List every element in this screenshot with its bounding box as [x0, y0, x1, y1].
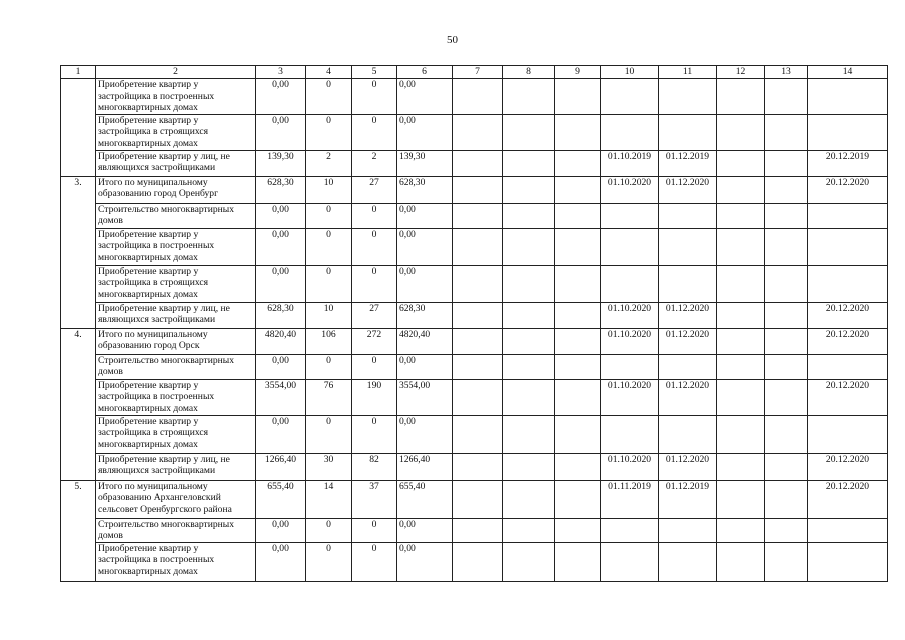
- column-header: 4: [306, 66, 352, 79]
- cell-col-5: 0: [352, 518, 397, 542]
- cell-col-9: [555, 228, 601, 265]
- row-name-cell: Приобретение квартир у застройщика в построенных многоквартирных домах: [96, 228, 256, 265]
- cell-col-4: 0: [306, 518, 352, 542]
- cell-col-3: 3554,00: [256, 379, 306, 415]
- cell-col-5: 0: [352, 228, 397, 265]
- cell-col-11: 01.12.2020: [659, 302, 717, 328]
- column-header: 10: [601, 66, 659, 79]
- cell-col-5: 272: [352, 328, 397, 354]
- cell-col-5: 82: [352, 453, 397, 480]
- cell-col-9: [555, 203, 601, 228]
- cell-col-7: [453, 480, 503, 518]
- row-name-cell: Приобретение квартир у застройщика в строящихся многоквартирных домах: [96, 415, 256, 453]
- cell-col-7: [453, 176, 503, 203]
- table-row: [61, 150, 888, 176]
- cell-col-12: [717, 203, 765, 228]
- cell-col-9: [555, 542, 601, 581]
- cell-col-7: [453, 228, 503, 265]
- cell-col-13: [765, 480, 808, 518]
- cell-col-4: 0: [306, 265, 352, 302]
- cell-col-12: [717, 379, 765, 415]
- cell-col-8: [503, 354, 555, 379]
- column-header: 7: [453, 66, 503, 79]
- cell-col-9: [555, 453, 601, 480]
- cell-col-12: [717, 480, 765, 518]
- cell-col-10: [601, 518, 659, 542]
- cell-col-4: 76: [306, 379, 352, 415]
- cell-col-6: 0,00: [397, 203, 453, 228]
- cell-col-14: [808, 79, 888, 115]
- cell-col-11: 01.12.2020: [659, 379, 717, 415]
- cell-col-7: [453, 453, 503, 480]
- cell-col-11: [659, 542, 717, 581]
- cell-col-11: 01.12.2019: [659, 150, 717, 176]
- cell-col-5: 0: [352, 114, 397, 150]
- cell-col-12: [717, 176, 765, 203]
- table-row: [61, 228, 888, 265]
- cell-col-10: 01.10.2020: [601, 379, 659, 415]
- cell-col-6: 139,30: [397, 150, 453, 176]
- cell-col-8: [503, 328, 555, 354]
- cell-col-8: [503, 480, 555, 518]
- cell-col-14: 20.12.2019: [808, 150, 888, 176]
- cell-col-8: [503, 302, 555, 328]
- cell-col-14: 20.12.2020: [808, 302, 888, 328]
- cell-col-13: [765, 176, 808, 203]
- cell-col-6: 0,00: [397, 228, 453, 265]
- cell-col-7: [453, 265, 503, 302]
- table-row: [61, 453, 888, 480]
- cell-col-13: [765, 228, 808, 265]
- cell-col-9: [555, 79, 601, 115]
- cell-col-4: 2: [306, 150, 352, 176]
- cell-col-10: [601, 265, 659, 302]
- cell-col-10: 01.10.2020: [601, 328, 659, 354]
- cell-col-3: 0,00: [256, 415, 306, 453]
- cell-col-10: [601, 415, 659, 453]
- table-row: [61, 265, 888, 302]
- cell-col-3: 628,30: [256, 302, 306, 328]
- cell-col-4: 0: [306, 79, 352, 115]
- cell-col-14: [808, 265, 888, 302]
- cell-col-6: 655,40: [397, 480, 453, 518]
- cell-col-4: 0: [306, 542, 352, 581]
- cell-col-8: [503, 114, 555, 150]
- cell-col-8: [503, 203, 555, 228]
- row-name-cell: Итого по муниципальному образованию город Орск: [96, 328, 256, 354]
- cell-col-6: 0,00: [397, 79, 453, 115]
- table-row: [61, 379, 888, 415]
- cell-col-9: [555, 114, 601, 150]
- cell-col-13: [765, 302, 808, 328]
- cell-col-12: [717, 328, 765, 354]
- row-number-cell: 5.: [61, 480, 96, 581]
- cell-col-11: 01.12.2020: [659, 176, 717, 203]
- cell-col-7: [453, 518, 503, 542]
- cell-col-14: [808, 518, 888, 542]
- cell-col-10: 01.10.2020: [601, 453, 659, 480]
- cell-col-7: [453, 379, 503, 415]
- cell-col-7: [453, 415, 503, 453]
- table-row: [61, 328, 888, 354]
- cell-col-5: 0: [352, 203, 397, 228]
- cell-col-6: 628,30: [397, 176, 453, 203]
- row-name-cell: Приобретение квартир у застройщика в построенных многоквартирных домах: [96, 79, 256, 115]
- cell-col-12: [717, 79, 765, 115]
- cell-col-12: [717, 265, 765, 302]
- cell-col-11: [659, 228, 717, 265]
- cell-col-5: 0: [352, 265, 397, 302]
- cell-col-10: 01.10.2020: [601, 176, 659, 203]
- cell-col-3: 1266,40: [256, 453, 306, 480]
- row-name-cell: Приобретение квартир у застройщика в построенных многоквартирных домах: [96, 379, 256, 415]
- cell-col-6: 0,00: [397, 415, 453, 453]
- cell-col-3: 0,00: [256, 228, 306, 265]
- cell-col-6: 0,00: [397, 518, 453, 542]
- column-header: 3: [256, 66, 306, 79]
- header-row: [61, 66, 888, 79]
- row-number-cell: 4.: [61, 328, 96, 480]
- cell-col-6: 0,00: [397, 114, 453, 150]
- cell-col-14: [808, 228, 888, 265]
- cell-col-3: 0,00: [256, 79, 306, 115]
- cell-col-13: [765, 453, 808, 480]
- cell-col-6: 0,00: [397, 354, 453, 379]
- cell-col-8: [503, 265, 555, 302]
- cell-col-4: 0: [306, 228, 352, 265]
- cell-col-12: [717, 228, 765, 265]
- cell-col-6: 0,00: [397, 542, 453, 581]
- cell-col-7: [453, 302, 503, 328]
- table-body: [61, 79, 888, 582]
- cell-col-5: 0: [352, 354, 397, 379]
- cell-col-11: [659, 415, 717, 453]
- column-header: 9: [555, 66, 601, 79]
- cell-col-12: [717, 302, 765, 328]
- table-row: [61, 480, 888, 518]
- column-header: 12: [717, 66, 765, 79]
- cell-col-11: [659, 518, 717, 542]
- cell-col-9: [555, 518, 601, 542]
- cell-col-4: 0: [306, 203, 352, 228]
- cell-col-3: 0,00: [256, 354, 306, 379]
- cell-col-8: [503, 415, 555, 453]
- cell-col-3: 139,30: [256, 150, 306, 176]
- cell-col-10: [601, 228, 659, 265]
- cell-col-14: [808, 542, 888, 581]
- table-row: [61, 542, 888, 581]
- cell-col-7: [453, 150, 503, 176]
- cell-col-4: 14: [306, 480, 352, 518]
- cell-col-4: 10: [306, 176, 352, 203]
- cell-col-12: [717, 415, 765, 453]
- row-name-cell: Строительство многоквартирных домов: [96, 354, 256, 379]
- cell-col-7: [453, 114, 503, 150]
- cell-col-11: 01.12.2020: [659, 328, 717, 354]
- cell-col-13: [765, 265, 808, 302]
- table-row: [61, 354, 888, 379]
- cell-col-11: [659, 265, 717, 302]
- cell-col-13: [765, 415, 808, 453]
- cell-col-13: [765, 203, 808, 228]
- column-header: 5: [352, 66, 397, 79]
- row-name-cell: Итого по муниципальному образованию город Оренбург: [96, 176, 256, 203]
- table-row: [61, 114, 888, 150]
- column-header: 2: [96, 66, 256, 79]
- cell-col-14: [808, 203, 888, 228]
- row-name-cell: Приобретение квартир у лиц, не являющихся застройщиками: [96, 150, 256, 176]
- cell-col-10: 01.10.2019: [601, 150, 659, 176]
- cell-col-3: 0,00: [256, 518, 306, 542]
- cell-col-8: [503, 542, 555, 581]
- cell-col-6: 3554,00: [397, 379, 453, 415]
- cell-col-13: [765, 354, 808, 379]
- row-name-cell: Итого по муниципальному образованию Архангеловский сельсовет Оренбургского района: [96, 480, 256, 518]
- cell-col-12: [717, 114, 765, 150]
- cell-col-6: 1266,40: [397, 453, 453, 480]
- cell-col-13: [765, 150, 808, 176]
- cell-col-9: [555, 176, 601, 203]
- table-row: [61, 415, 888, 453]
- cell-col-12: [717, 542, 765, 581]
- cell-col-5: 0: [352, 415, 397, 453]
- row-name-cell: Строительство многоквартирных домов: [96, 203, 256, 228]
- cell-col-9: [555, 150, 601, 176]
- column-header: 8: [503, 66, 555, 79]
- cell-col-13: [765, 518, 808, 542]
- cell-col-10: [601, 542, 659, 581]
- cell-col-8: [503, 453, 555, 480]
- table-row: [61, 302, 888, 328]
- cell-col-10: [601, 354, 659, 379]
- cell-col-13: [765, 79, 808, 115]
- cell-col-13: [765, 379, 808, 415]
- row-name-cell: Приобретение квартир у лиц, не являющихся застройщиками: [96, 302, 256, 328]
- cell-col-11: [659, 79, 717, 115]
- column-header: 11: [659, 66, 717, 79]
- row-number-cell: 3.: [61, 176, 96, 328]
- row-name-cell: Приобретение квартир у застройщика в построенных многоквартирных домах: [96, 542, 256, 581]
- cell-col-3: 0,00: [256, 114, 306, 150]
- cell-col-11: [659, 203, 717, 228]
- cell-col-6: 628,30: [397, 302, 453, 328]
- cell-col-9: [555, 328, 601, 354]
- cell-col-14: 20.12.2020: [808, 480, 888, 518]
- cell-col-10: 01.10.2020: [601, 302, 659, 328]
- cell-col-13: [765, 328, 808, 354]
- column-header: 1: [61, 66, 96, 79]
- cell-col-9: [555, 480, 601, 518]
- cell-col-4: 10: [306, 302, 352, 328]
- cell-col-11: 01.12.2020: [659, 453, 717, 480]
- cell-col-7: [453, 79, 503, 115]
- cell-col-12: [717, 150, 765, 176]
- cell-col-5: 2: [352, 150, 397, 176]
- cell-col-12: [717, 518, 765, 542]
- cell-col-5: 27: [352, 302, 397, 328]
- row-name-cell: Приобретение квартир у застройщика в строящихся многоквартирных домах: [96, 265, 256, 302]
- cell-col-7: [453, 542, 503, 581]
- cell-col-5: 190: [352, 379, 397, 415]
- cell-col-8: [503, 518, 555, 542]
- cell-col-14: 20.12.2020: [808, 176, 888, 203]
- cell-col-10: [601, 203, 659, 228]
- cell-col-8: [503, 228, 555, 265]
- cell-col-3: 0,00: [256, 203, 306, 228]
- cell-col-9: [555, 415, 601, 453]
- cell-col-8: [503, 79, 555, 115]
- cell-col-11: 01.12.2019: [659, 480, 717, 518]
- cell-col-6: 0,00: [397, 265, 453, 302]
- cell-col-3: 4820,40: [256, 328, 306, 354]
- cell-col-4: 0: [306, 114, 352, 150]
- row-name-cell: Строительство многоквартирных домов: [96, 518, 256, 542]
- table-row: [61, 518, 888, 542]
- cell-col-4: 0: [306, 415, 352, 453]
- cell-col-14: [808, 354, 888, 379]
- cell-col-9: [555, 379, 601, 415]
- cell-col-12: [717, 453, 765, 480]
- cell-col-14: 20.12.2020: [808, 379, 888, 415]
- cell-col-11: [659, 114, 717, 150]
- row-name-cell: Приобретение квартир у застройщика в строящихся многоквартирных домах: [96, 114, 256, 150]
- cell-col-5: 0: [352, 79, 397, 115]
- cell-col-14: [808, 415, 888, 453]
- cell-col-10: 01.11.2019: [601, 480, 659, 518]
- column-header: 13: [765, 66, 808, 79]
- column-header: 14: [808, 66, 888, 79]
- cell-col-10: [601, 114, 659, 150]
- column-header: 6: [397, 66, 453, 79]
- cell-col-4: 30: [306, 453, 352, 480]
- table-row: [61, 203, 888, 228]
- cell-col-7: [453, 328, 503, 354]
- cell-col-5: 27: [352, 176, 397, 203]
- cell-col-14: 20.12.2020: [808, 453, 888, 480]
- cell-col-14: [808, 114, 888, 150]
- cell-col-3: 0,00: [256, 265, 306, 302]
- cell-col-3: 655,40: [256, 480, 306, 518]
- cell-col-4: 106: [306, 328, 352, 354]
- row-number-cell: [61, 79, 96, 177]
- cell-col-5: 0: [352, 542, 397, 581]
- cell-col-13: [765, 114, 808, 150]
- cell-col-7: [453, 354, 503, 379]
- cell-col-7: [453, 203, 503, 228]
- cell-col-6: 4820,40: [397, 328, 453, 354]
- cell-col-12: [717, 354, 765, 379]
- cell-col-13: [765, 542, 808, 581]
- cell-col-8: [503, 150, 555, 176]
- housing-program-table: [60, 65, 888, 582]
- cell-col-3: 0,00: [256, 542, 306, 581]
- cell-col-9: [555, 265, 601, 302]
- cell-col-10: [601, 79, 659, 115]
- cell-col-8: [503, 176, 555, 203]
- cell-col-9: [555, 302, 601, 328]
- cell-col-4: 0: [306, 354, 352, 379]
- cell-col-9: [555, 354, 601, 379]
- cell-col-11: [659, 354, 717, 379]
- cell-col-8: [503, 379, 555, 415]
- cell-col-5: 37: [352, 480, 397, 518]
- table-row: [61, 79, 888, 115]
- page-number: 50: [447, 34, 458, 46]
- cell-col-3: 628,30: [256, 176, 306, 203]
- row-name-cell: Приобретение квартир у лиц, не являющихся застройщиками: [96, 453, 256, 480]
- cell-col-14: 20.12.2020: [808, 328, 888, 354]
- table-row: [61, 176, 888, 203]
